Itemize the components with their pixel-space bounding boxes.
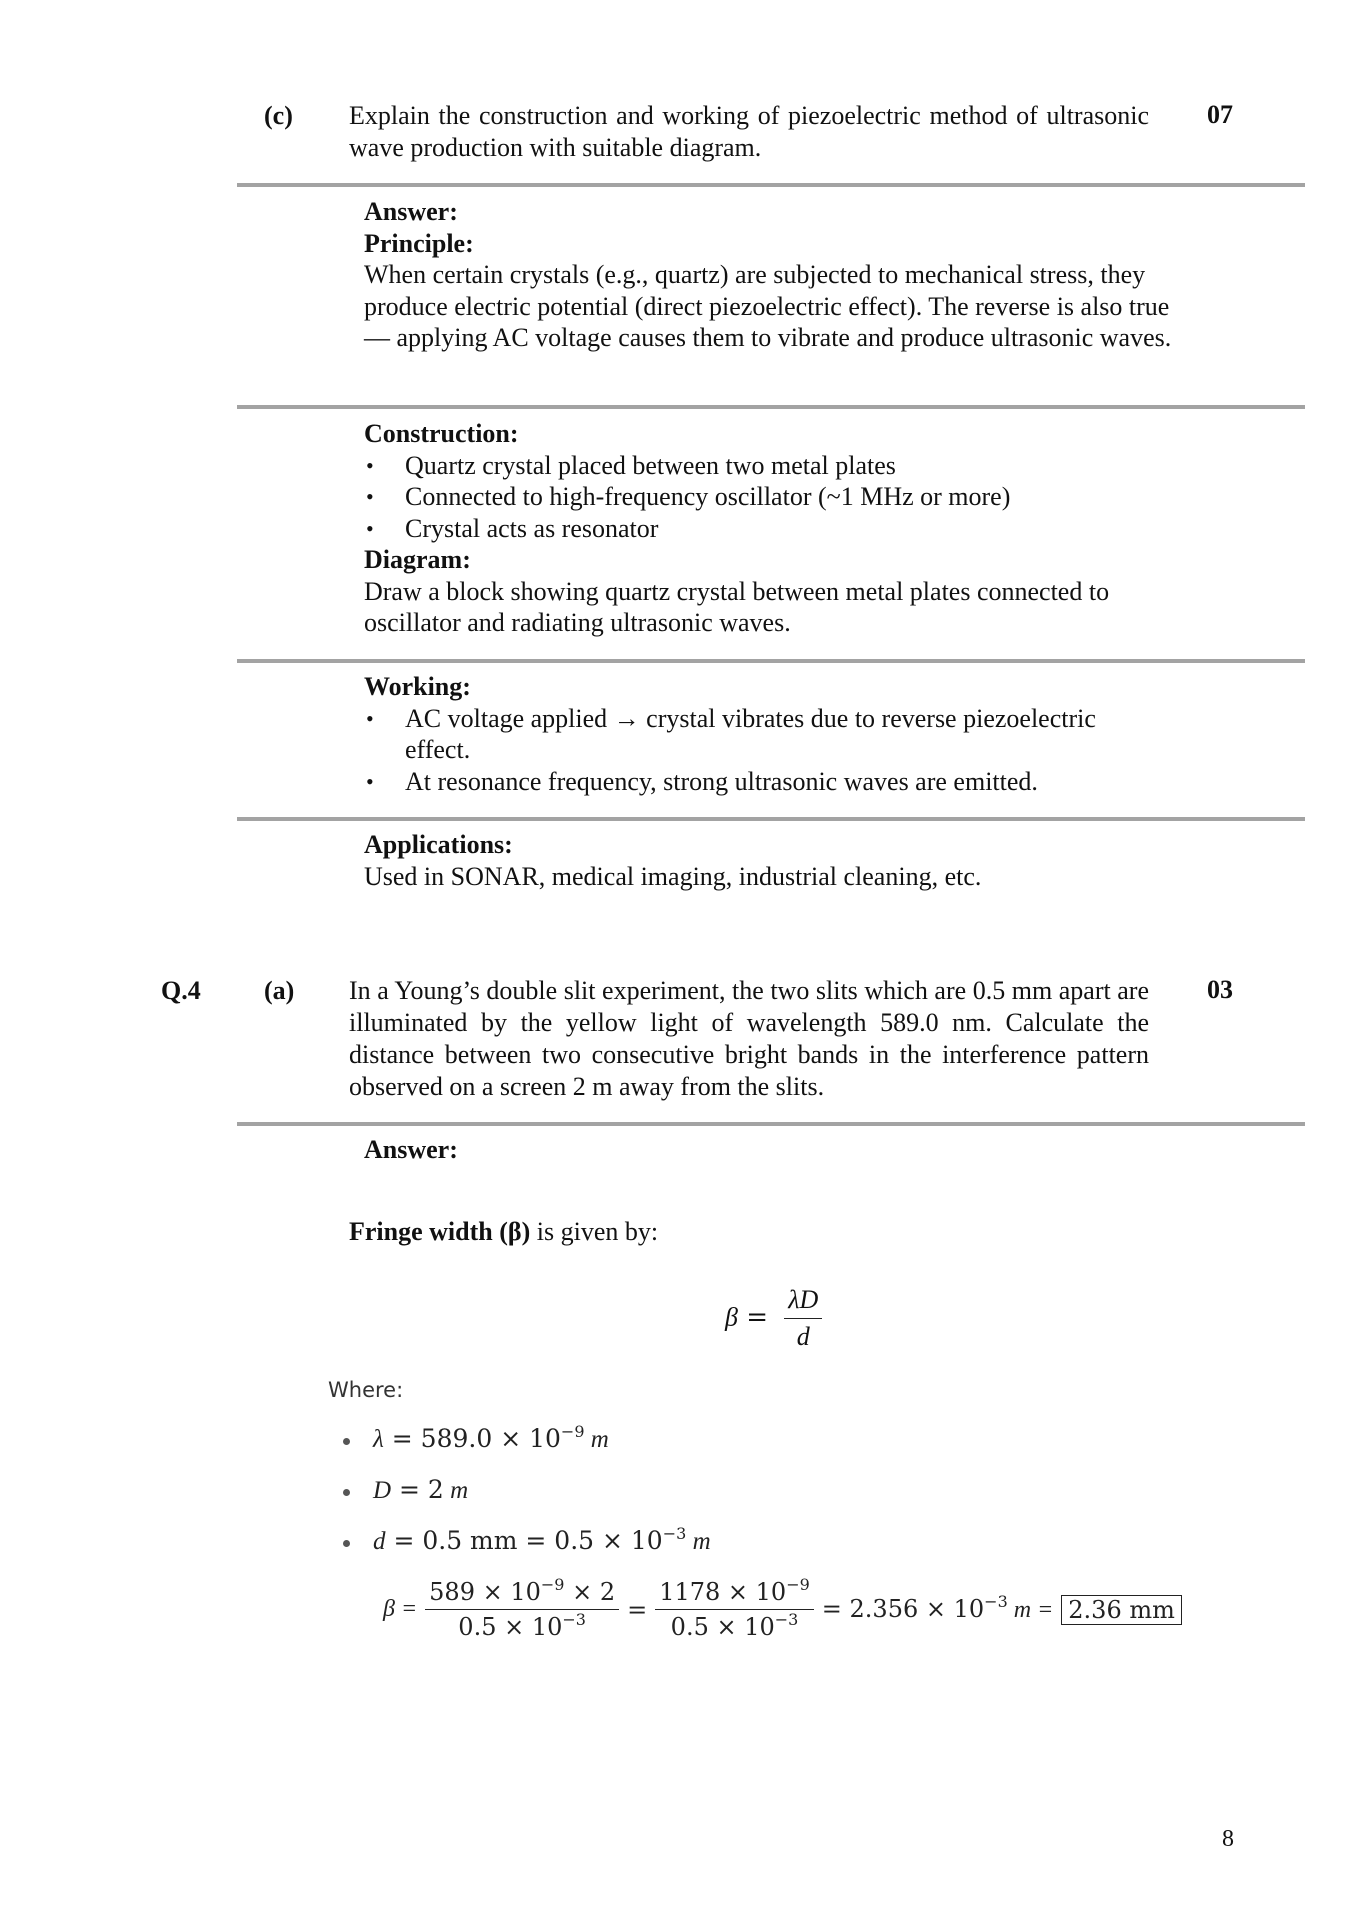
f1-den-exp: −3	[562, 1610, 586, 1629]
section-divider	[237, 1122, 1305, 1126]
principle-heading: Principle:	[364, 228, 474, 258]
fringe-width-formula	[725, 1285, 830, 1352]
page-number: 8	[1222, 1826, 1234, 1852]
working-block	[364, 671, 1194, 797]
var-exponent: −9	[560, 1422, 585, 1441]
var-value: = 589.0 × 10	[391, 1424, 561, 1453]
construction-list	[364, 450, 1194, 545]
formula-lhs: β	[725, 1302, 738, 1332]
where-label: Where:	[328, 1378, 404, 1402]
answer-heading: Answer:	[364, 197, 458, 226]
formula-eq: =	[746, 1302, 769, 1333]
var-symbol: D	[373, 1477, 392, 1504]
var-unit: m	[584, 1426, 609, 1453]
answer-principle-block	[364, 196, 1194, 354]
f1-num-tail: × 2	[564, 1578, 616, 1606]
working-heading: Working:	[364, 672, 471, 701]
var-value: = 0.5 mm = 0.5 × 10	[393, 1526, 663, 1555]
mid-exp: −3	[984, 1592, 1008, 1611]
fringe-width-label: Fringe width (β)	[349, 1217, 531, 1246]
result-box: 2.36 mm	[1061, 1595, 1182, 1625]
list-item: • Crystal acts as resonator	[364, 513, 1194, 545]
variable-item	[343, 1526, 711, 1577]
list-item: • AC voltage applied → crystal vibrates due to reverse piezoelectric effect.	[364, 703, 1165, 766]
variable-list	[343, 1424, 711, 1577]
list-item: • At resonance frequency, strong ultrasonic waves are emitted.	[364, 766, 1194, 798]
part-label: (a)	[264, 976, 295, 1005]
calc-fraction-2	[655, 1575, 814, 1641]
formula-denominator: d	[796, 1322, 810, 1351]
fringe-width-intro	[349, 1216, 658, 1248]
list-item: • Quartz crystal placed between two metal plates	[364, 450, 1194, 482]
calc-eq: =	[627, 1595, 648, 1624]
var-unit: m	[686, 1528, 711, 1555]
section-divider	[237, 817, 1305, 821]
f1-den-base: 0.5 × 10	[458, 1613, 563, 1641]
construction-block	[364, 418, 1194, 639]
construction-heading: Construction:	[364, 419, 519, 448]
question-text: Explain the construction and working of piezoelectric method of ultrasonic wave production with suitable diagram.	[349, 101, 1149, 162]
var-exponent: −3	[662, 1524, 687, 1543]
f2-num-exp: −9	[786, 1575, 810, 1594]
mid-base: = 2.356 × 10	[821, 1595, 985, 1623]
var-unit: m	[443, 1477, 469, 1504]
f2-den-base: 0.5 × 10	[670, 1613, 775, 1641]
var-value: = 2	[399, 1475, 444, 1504]
formula-fraction	[784, 1285, 822, 1352]
section-divider	[237, 659, 1305, 663]
question-number: Q.4	[161, 976, 201, 1005]
working-list	[364, 703, 1194, 798]
applications-block	[364, 829, 1194, 892]
var-symbol: λ	[373, 1426, 384, 1453]
calc-mid	[821, 1592, 1054, 1624]
var-symbol: d	[373, 1528, 386, 1555]
calc-f1-denominator	[454, 1610, 590, 1641]
calc-f1-numerator	[425, 1575, 619, 1610]
f1-num-exp: −9	[540, 1575, 565, 1594]
applications-heading: Applications:	[364, 830, 513, 859]
calc-f2-denominator	[667, 1610, 803, 1641]
answer-heading: Answer:	[364, 1135, 458, 1164]
calc-lhs: β =	[383, 1596, 418, 1622]
section-divider	[237, 183, 1305, 187]
f1-num-base: 589 × 10	[429, 1578, 541, 1606]
diagram-text: Draw a block showing quartz crystal between metal plates connected to oscillator and radiating ultrasonic waves.	[364, 576, 1110, 637]
mid-unit: m =	[1007, 1597, 1054, 1623]
marks: 03	[1207, 975, 1233, 1004]
calculation	[383, 1575, 1182, 1641]
calc-f2-numerator	[655, 1575, 814, 1610]
calc-fraction-1	[425, 1575, 619, 1641]
question-text: In a Young’s double slit experiment, the two slits which are 0.5 mm apart are illuminated by the yellow light of wavelength 589.0 nm. Calculate the distance between two consecutive bright bands in the interference pattern observed on a screen 2 m away from the slits.	[349, 976, 1149, 1101]
f2-den-exp: −3	[774, 1610, 799, 1629]
section-divider	[237, 405, 1305, 409]
f2-num-base: 1178 × 10	[659, 1578, 787, 1606]
formula-numerator: λD	[784, 1285, 822, 1319]
applications-text: Used in SONAR, medical imaging, industrial cleaning, etc.	[364, 861, 982, 891]
marks: 07	[1207, 100, 1233, 129]
part-label: (c)	[264, 101, 293, 130]
list-item: • Connected to high-frequency oscillator (~1 MHz or more)	[364, 481, 1194, 513]
fringe-width-rest: is given by:	[530, 1217, 659, 1246]
principle-text: When certain crystals (e.g., quartz) are subjected to mechanical stress, they produce electric potential (direct piezoelectric effect). The reverse is also true — applying AC voltage causes them to vibrate and produce ultrasonic waves.	[364, 260, 1172, 352]
variable-item	[343, 1475, 711, 1526]
variable-item	[343, 1424, 711, 1475]
diagram-heading: Diagram:	[364, 545, 471, 574]
